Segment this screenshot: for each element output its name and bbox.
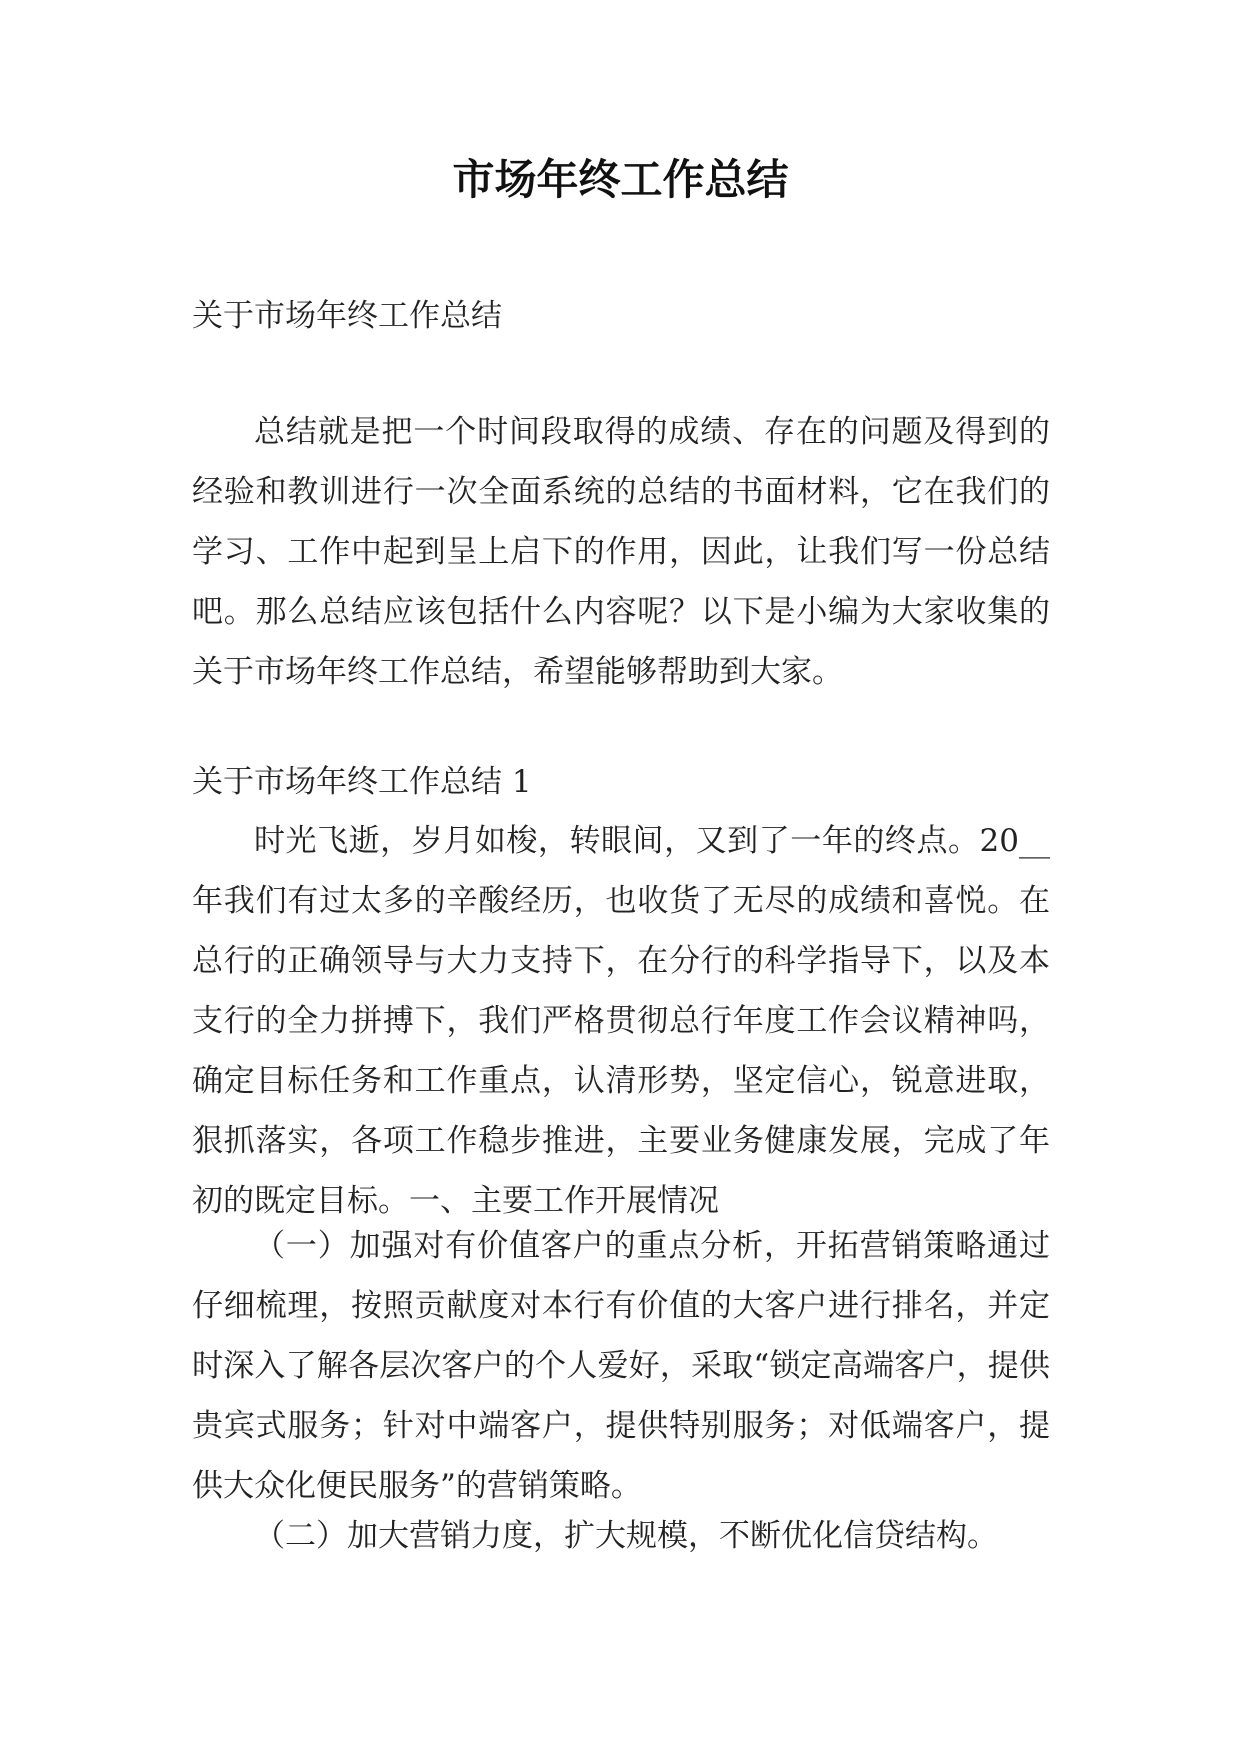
intro-paragraph: 总结就是把一个时间段取得的成绩、存在的问题及得到的经验和教训进行一次全面系统的总结的书面材料，它在我们的学习、工作中起到呈上启下的作用，因此，让我们写一份总结吧。那么总结应该包括什么内容呢？以下是小编为大家收集的关于市场年终工作总结，希望能够帮助到大家。 bbox=[192, 414, 1050, 690]
document-title: 市场年终工作总结 bbox=[452, 155, 789, 204]
body-paragraph-1: 时光飞逝，岁月如梭，转眼间，又到了一年的终点。20__年我们有过太多的辛酸经历，也收货了无尽的成绩和喜悦。在总行的正确领导与大力支持下，在分行的科学指导下，以及本支行的全力拼搏下，我们严格贯彻总行年度工作会议精神吗，确定目标任务和工作重点，认清形势，坚定信心，锐意进取，狠抓落实，各项工作稳步推进，主要业务健康发展，完成了年初的既定目标。一、主要工作开展情况 bbox=[192, 823, 1050, 1219]
document-subtitle: 关于市场年终工作总结 bbox=[192, 298, 502, 334]
section-heading: 关于市场年终工作总结 1 bbox=[192, 764, 532, 800]
body-paragraph-3: （二）加大营销力度，扩大规模，不断优化信贷结构。 bbox=[254, 1518, 998, 1554]
body-paragraph-2: （一）加强对有价值客户的重点分析，开拓营销策略通过仔细梳理，按照贡献度对本行有价值的大客户进行排名，并定时深入了解各层次客户的个人爱好，采取“锁定高端客户，提供贵宾式服务；针对中端客户，提供特别服务；对低端客户，提供大众化便民服务”的营销策略。 bbox=[192, 1228, 1050, 1504]
